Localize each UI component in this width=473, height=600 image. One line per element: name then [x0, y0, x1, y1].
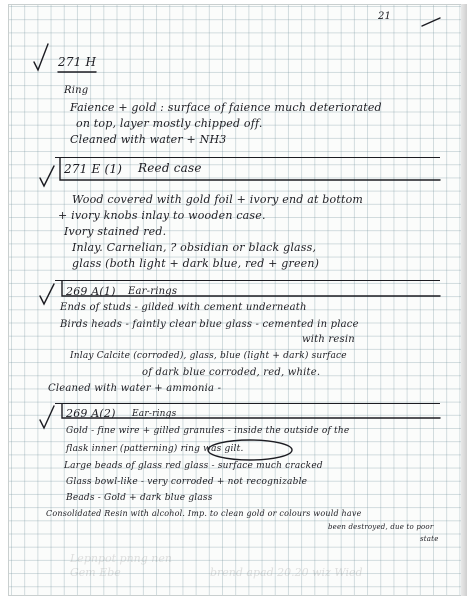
- tick-mark-icon: [34, 44, 48, 70]
- entry-line: Glass bowl-like - very corroded + not recognizable: [66, 477, 308, 487]
- entry-id: 269 A(2): [66, 407, 116, 420]
- entry-line: with resin: [302, 334, 355, 345]
- entry-line: glass (both light + dark blue, red + green): [72, 257, 320, 270]
- entry-line: Birds heads - faintly clear blue glass - cemented in place: [60, 319, 359, 330]
- entry-line: Large beads of glass red glass - surface much cracked: [64, 461, 323, 471]
- entry-line: Consolidated Resin with alcohol. Imp. to clean gold or colours would have: [46, 509, 362, 518]
- entry-line: Cleaned with water + ammonia -: [48, 383, 222, 394]
- entry-title: Ear-rings: [128, 286, 178, 297]
- bleed-through-text: brend apad 20.20 wiz Wied: [210, 566, 363, 579]
- entry-line: Ends of studs - gilded with cement underneath: [60, 302, 307, 313]
- entry-line: of dark blue corroded, red, white.: [142, 367, 321, 378]
- bleed-through-text: Gem Ebe: [70, 566, 121, 579]
- entry-line: flask inner (patterning) ring was gilt.: [66, 444, 244, 454]
- rule-line: [55, 280, 440, 281]
- entry-line: Beads - Gold + dark blue glass: [66, 493, 213, 503]
- entry-id: 271 E (1): [64, 162, 123, 176]
- entry-line: Ivory stained red.: [64, 225, 167, 238]
- corner-stroke-icon: [422, 18, 440, 26]
- entry-id: 269 A(1): [66, 285, 116, 298]
- entry-line: on top, layer mostly chipped off.: [76, 117, 263, 130]
- entry-line: + ivory knobs inlay to wooden case.: [58, 209, 266, 222]
- entry-title: Ear-rings: [132, 409, 177, 419]
- rule-line: [55, 403, 440, 404]
- entry-line: Ring: [64, 85, 89, 96]
- entry-line: been destroyed, due to poor: [328, 523, 434, 531]
- bleed-through-text: Lepnpot pnng nen: [70, 552, 172, 565]
- entry-id: 271 H: [58, 55, 97, 69]
- entry-line: Inlay. Carnelian, ? obsidian or black glass,: [72, 241, 317, 254]
- entry-line: Gold - fine wire + gilled granules - inside the outside of the: [66, 426, 350, 436]
- entry-title: Reed case: [138, 161, 202, 175]
- page-number: 21: [378, 11, 392, 22]
- entry-line: Inlay Calcite (corroded), glass, blue (light + dark) surface: [70, 351, 347, 361]
- entry-line: Cleaned with water + NH3: [70, 133, 227, 146]
- entry-line: Wood covered with gold foil + ivory end at bottom: [72, 193, 364, 206]
- entry-line: state: [420, 535, 439, 543]
- entry-line: Faience + gold : surface of faience much deteriorated: [70, 101, 382, 114]
- rule-line: [55, 157, 440, 158]
